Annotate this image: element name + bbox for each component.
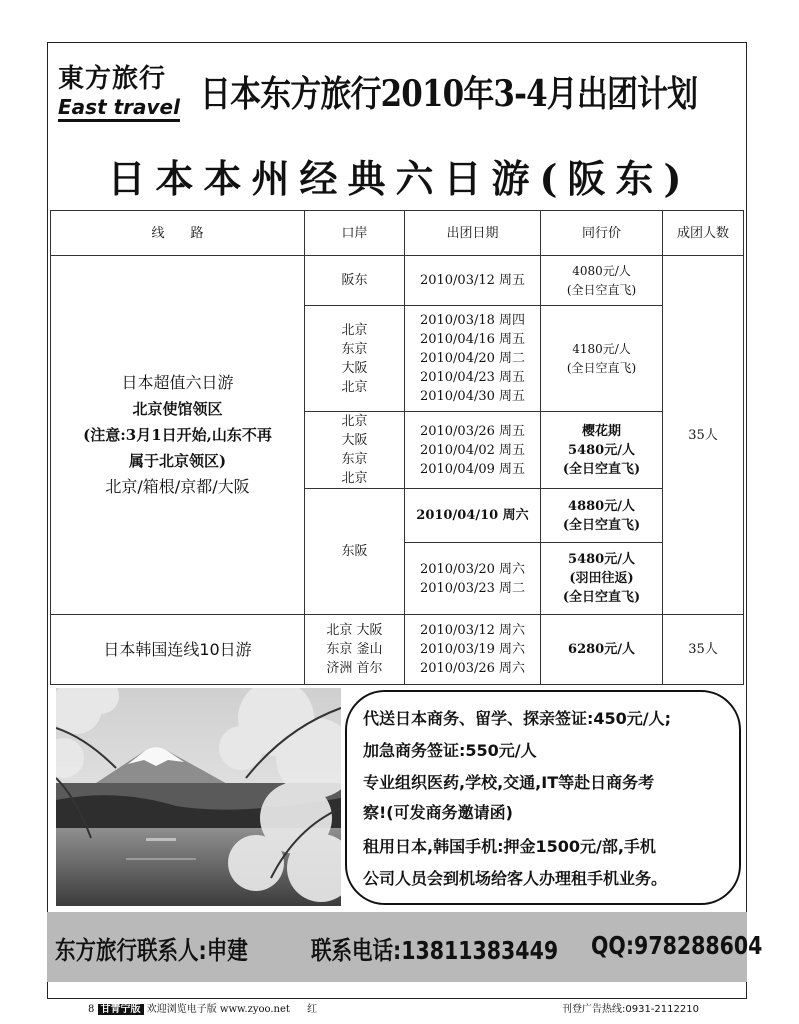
services-callout xyxy=(345,690,741,905)
price-cell xyxy=(541,615,663,685)
tour-subtitle: 日本本州经典六日游(阪东) xyxy=(107,156,692,201)
port-line: 大阪 xyxy=(341,433,368,448)
route-cell-japan-korea: 日本韩国连线10日游 xyxy=(51,615,305,685)
date-line: 2010/03/12 周六 xyxy=(419,623,526,638)
date-line: 2010/03/26 周六 xyxy=(419,661,526,676)
price-cell xyxy=(541,412,663,489)
route-consulate: 北京使馆领区 xyxy=(132,400,223,418)
port-cell xyxy=(305,489,405,615)
service-line: 察!(可发商务邀请函) xyxy=(363,803,513,822)
price-line: 5480元/人 xyxy=(568,442,635,458)
date-line: 2010/04/10 周六 xyxy=(416,508,529,523)
route-name: 日本超值六日游 xyxy=(121,373,234,392)
mount-fuji-photo xyxy=(56,688,341,906)
date-cell xyxy=(405,412,541,489)
port-line: 东阪 xyxy=(341,544,368,559)
date-line: 2010/03/19 周六 xyxy=(419,642,526,657)
group-size-cell: 35人 xyxy=(663,615,744,685)
page-footer xyxy=(88,1000,317,1015)
contact-phone: 联系电话:13811383449 xyxy=(311,936,559,965)
east-travel-logo xyxy=(58,58,190,124)
route-note-2: 属于北京领区) xyxy=(128,452,227,470)
service-line: 专业组织医药,学校,交通,IT等赴日商务考 xyxy=(363,773,655,792)
header-price: 同行价 xyxy=(541,211,663,256)
price-cell xyxy=(541,306,663,412)
service-line: 代送日本商务、留学、探亲签证:450元/人; xyxy=(363,709,672,728)
price-note: (羽田往返) xyxy=(569,571,634,586)
port-line: 北京 大阪 xyxy=(326,623,383,638)
date-cell xyxy=(405,615,541,685)
date-cell xyxy=(405,306,541,412)
port-line: 阪东 xyxy=(341,273,368,288)
port-line: 北京 xyxy=(341,471,368,486)
price-line: 4180元/人 xyxy=(572,341,631,356)
website-text: 欢迎浏览电子版 www.zyoo.net xyxy=(146,1004,290,1015)
price-cell xyxy=(541,543,663,615)
date-cell xyxy=(405,543,541,615)
header-port: 口岸 xyxy=(305,211,405,256)
table-row xyxy=(51,615,744,685)
contact-bar xyxy=(47,912,763,982)
route-note-1: (注意:3月1日开始,山东不再 xyxy=(83,426,272,444)
date-line: 2010/04/02 周五 xyxy=(419,442,526,458)
service-line: 加急商务签证:550元/人 xyxy=(363,741,537,760)
logo-chinese: 東方旅行 xyxy=(58,64,167,94)
header-route: 线 路 xyxy=(51,211,305,256)
port-line: 北京 xyxy=(341,322,368,338)
service-line: 公司人员会到机场给客人办理租手机业务。 xyxy=(363,869,668,888)
logo-english: East travel xyxy=(58,95,180,122)
price-line: 4880元/人 xyxy=(568,498,635,514)
port-cell xyxy=(305,256,405,306)
route-cell-japan xyxy=(51,256,305,615)
contact-person: 东方旅行联系人:申建 xyxy=(55,936,248,965)
port-line: 东京 釜山 xyxy=(326,642,383,657)
price-line: 6280元/人 xyxy=(568,642,635,657)
route-cities: 北京/箱根/京都/大阪 xyxy=(105,477,250,496)
table-header-row xyxy=(51,211,744,256)
date-line: 2010/04/23 周五 xyxy=(419,370,526,385)
port-cell xyxy=(305,412,405,489)
price-line: 5480元/人 xyxy=(568,552,635,567)
header-group-size: 成团人数 xyxy=(663,211,744,256)
mount-fuji-illustration xyxy=(56,688,341,906)
table-row xyxy=(51,256,744,306)
header-date: 出团日期 xyxy=(405,211,541,256)
tour-schedule-table xyxy=(50,210,744,685)
price-note: (全日空直飞) xyxy=(562,517,641,533)
edition-badge: 甘青宁版 xyxy=(98,1004,144,1015)
price-line: 4080元/人 xyxy=(572,263,631,278)
date-line: 2010/03/26 周五 xyxy=(419,423,526,439)
port-line: 北京 xyxy=(341,414,368,429)
price-note: (全日空直飞) xyxy=(566,360,637,375)
page-title: 日本东方旅行2010年3-4月出团计划 xyxy=(200,73,698,115)
ad-hotline: 刊登广告热线:0931-2112210 xyxy=(562,1004,699,1015)
port-cell xyxy=(305,615,405,685)
page-number: 8 xyxy=(88,1004,95,1015)
date-cell xyxy=(405,489,541,543)
price-cell xyxy=(541,256,663,306)
port-cell xyxy=(305,306,405,412)
port-line: 济洲 首尔 xyxy=(326,661,383,676)
date-line: 2010/03/18 周四 xyxy=(419,313,526,328)
date-line: 2010/04/16 周五 xyxy=(419,332,526,347)
port-line: 东京 xyxy=(341,341,368,357)
date-line: 2010/04/30 周五 xyxy=(419,389,526,404)
port-line: 北京 xyxy=(341,379,368,395)
date-line: 2010/04/09 周五 xyxy=(419,461,526,477)
price-note: (全日空直飞) xyxy=(566,282,637,297)
group-size-cell: 35人 xyxy=(663,256,744,615)
color-mark: 红 xyxy=(307,1004,318,1015)
price-note: (全日空直飞) xyxy=(562,461,641,477)
service-line: 租用日本,韩国手机:押金1500元/部,手机 xyxy=(363,837,656,856)
port-line: 大阪 xyxy=(341,360,368,376)
port-line: 东京 xyxy=(341,452,368,467)
price-cell xyxy=(541,489,663,543)
date-line: 2010/04/20 周二 xyxy=(419,351,526,366)
price-note: (全日空直飞) xyxy=(562,590,641,605)
date-line: 2010/03/23 周二 xyxy=(419,580,526,596)
price-tag: 樱花期 xyxy=(581,423,621,439)
date-line: 2010/03/12 周五 xyxy=(419,273,526,288)
date-line: 2010/03/20 周六 xyxy=(419,561,526,577)
contact-qq: QQ:978288604 xyxy=(591,931,763,960)
date-cell xyxy=(405,256,541,306)
